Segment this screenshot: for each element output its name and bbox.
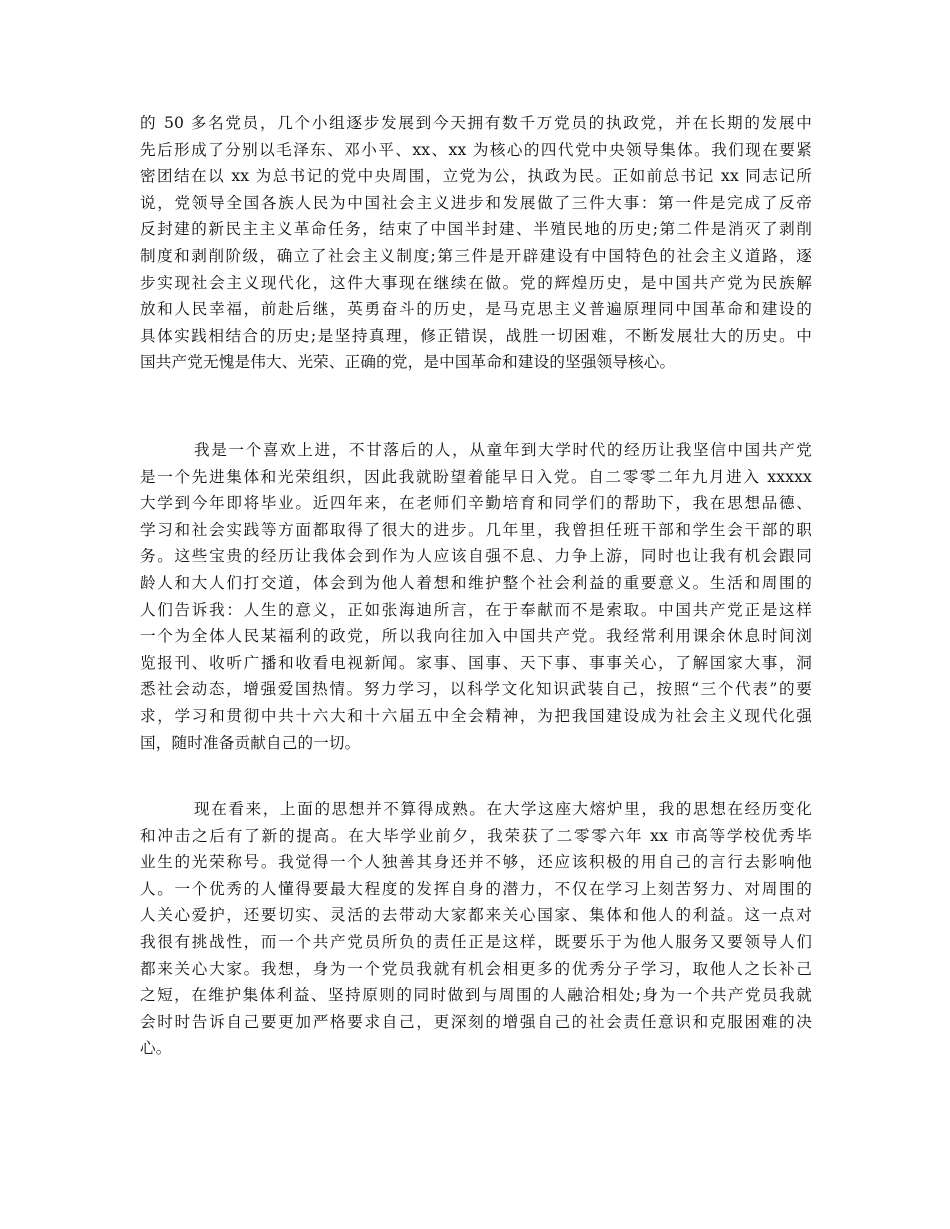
paragraph-line: 先后形成了分别以毛泽东、邓小平、xx、xx 为核心的四代党中央领导集体。我们现在要紧 [140,140,812,159]
paragraph-party-history [140,110,812,376]
paragraph-line: 的 50 多名党员，几个小组逐步发展到今天拥有数千万党员的执政党，并在长期的发展中 [140,114,812,132]
paragraph-line: 务。这些宝贵的经历让我体会到作为人应该自强不息、力争上游，同时也让我有机会跟同 [140,547,812,566]
paragraph-line: 大学到今年即将毕业。近四年来，在老师们辛勤培育和同学们的帮助下，我在思想品德、 [140,494,812,513]
paragraph-line: 具体实践相结合的历史;是坚持真理，修正错误，战胜一切困难，不断发展壮大的历史。中 [140,326,812,345]
paragraph-line: 人们告诉我：人生的意义，正如张海迪所言，在于奉献而不是索取。中国共产党正是这样 [140,600,812,619]
paragraph-line: 业生的光荣称号。我觉得一个人独善其身还并不够，还应该积极的用自己的言行去影响他 [140,853,812,872]
paragraph-line: 是一个先进集体和光荣组织，因此我就盼望着能早日入党。自二零零二年九月进入 xxxxx [140,467,812,486]
paragraph-personal-background [140,437,812,756]
paragraph-line: 反封建的新民主主义革命任务，结束了中国半封建、半殖民地的历史;第二件是消灭了剥削 [140,220,812,239]
paragraph-line: 都来关心大家。我想，身为一个党员我就有机会相更多的优秀分子学习，取他人之长补己 [140,959,812,978]
paragraph-line: 心。 [140,1039,172,1058]
paragraph-line: 和冲击之后有了新的提高。在大毕学业前夕，我荣获了二零零六年 xx 市高等学校优秀毕 [140,826,812,845]
paragraph-line: 我很有挑战性，而一个共产党员所负的责任正是这样，既要乐于为他人服务又要领导人们 [140,932,812,951]
paragraph-line: 求，学习和贯彻中共十六大和十六届五中全会精神，为把我国建设成为社会主义现代化强 [140,706,812,725]
paragraph-line: 会时时告诉自己要更加严格要求自己，更深刻的增强自己的社会责任意识和克服困难的决 [140,1012,812,1031]
paragraph-line: 人关心爱护，还要切实、灵活的去带动大家都来关心国家、集体和他人的利益。这一点对 [140,906,812,925]
paragraph-line: 之短，在维护集体利益、坚持原则的同时做到与周围的人融洽相处;身为一个共产党员我就 [140,986,812,1005]
paragraph-line: 国，随时准备贡献自己的一切。 [140,733,361,752]
paragraph-reflection [140,796,812,1062]
paragraph-line: 人。一个优秀的人懂得要最大程度的发挥自身的潜力，不仅在学习上刻苦努力、对周围的 [140,879,812,898]
paragraph-line: 一个为全体人民某福利的政党，所以我向往加入中国共产党。我经常利用课余休息时间浏 [140,627,812,646]
paragraph-line: 密团结在以 xx 为总书记的党中央周围，立党为公，执政为民。正如前总书记 xx 同志记所 [140,167,812,186]
paragraph-line: 学习和社会实践等方面都取得了很大的进步。几年里，我曾担任班干部和学生会干部的职 [140,520,812,539]
paragraph-line: 龄人和大人们打交道，体会到为他人着想和维护整个社会利益的重要意义。生活和周围的 [140,573,812,592]
paragraph-line: 国共产党无愧是伟大、光荣、正确的党，是中国革命和建设的坚强领导核心。 [140,353,676,372]
paragraph-line: 览报刊、收听广播和收看电视新闻。家事、国事、天下事、事事关心，了解国家大事，洞 [140,653,812,672]
paragraph-line: 放和人民幸福，前赴后继，英勇奋斗的历史，是马克思主义普遍原理同中国革命和建设的 [140,300,812,319]
paragraph-line: 悉社会动态，增强爱国热情。努力学习，以科学文化知识武装自己，按照“三个代表”的要 [140,680,812,699]
paragraph-line: 说，党领导全国各族人民为中国社会主义进步和发展做了三件大事：第一件是完成了反帝 [140,193,812,212]
paragraph-line: 我是一个喜欢上进，不甘落后的人，从童年到大学时代的经历让我坚信中国共产党 [194,441,812,459]
paragraph-line: 现在看来，上面的思想并不算得成熟。在大学这座大熔炉里，我的思想在经历变化 [194,800,812,818]
paragraph-line: 制度和剥削阶级，确立了社会主义制度;第三件是开辟建设有中国特色的社会主义道路，逐 [140,246,812,265]
paragraph-line: 步实现社会主义现代化，这件大事现在继续在做。党的辉煌历史，是中国共产党为民族解 [140,273,812,292]
